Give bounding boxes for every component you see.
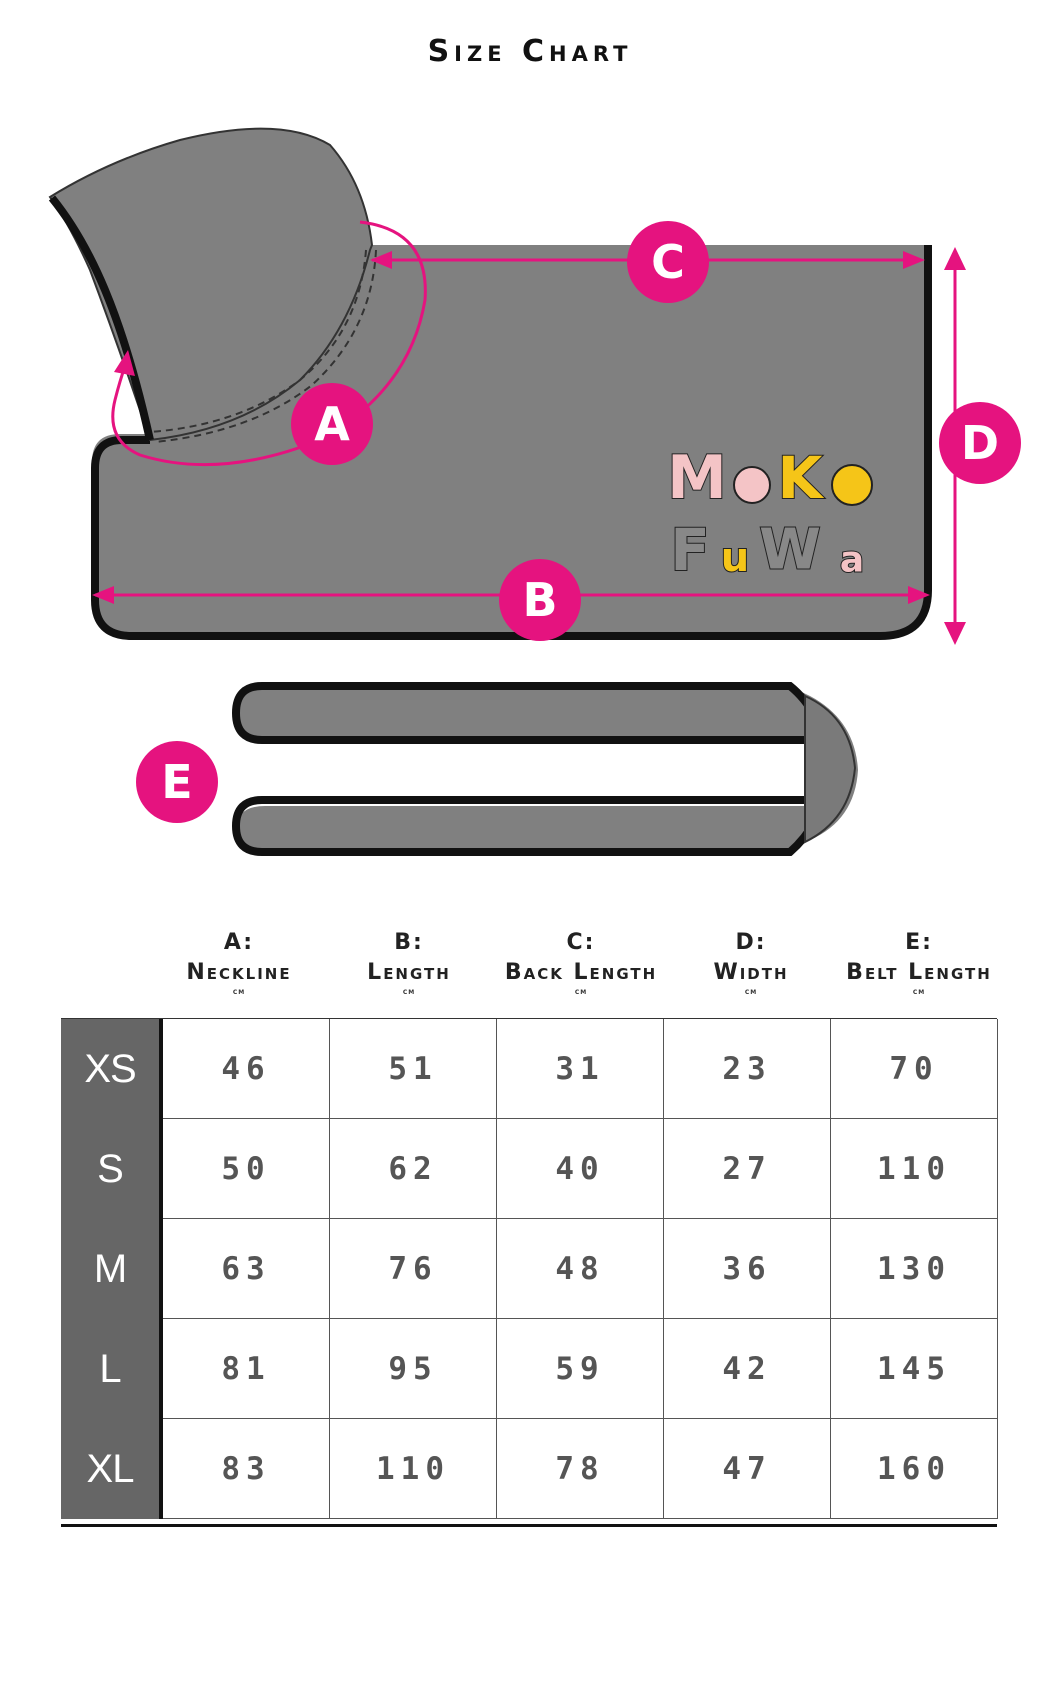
logo-letter-m: M — [667, 443, 727, 513]
logo-letter-a: a — [839, 539, 865, 581]
column-header-back-length — [497, 932, 665, 997]
column-name: Neckline — [186, 960, 292, 985]
width-value: 23 — [664, 1019, 831, 1119]
table-row — [61, 1019, 997, 1119]
back-length-value: 40 — [497, 1119, 664, 1219]
page-title: Size Chart — [427, 34, 633, 69]
logo-letter-u: u — [720, 535, 750, 581]
column-name: Back Length — [504, 960, 658, 985]
logo-letter-f: F — [670, 516, 710, 584]
size-table — [61, 1018, 997, 1527]
size-label: XS — [61, 1019, 163, 1119]
column-name: Length — [367, 960, 451, 985]
length-value: 110 — [330, 1419, 497, 1519]
belt-length-value: 130 — [831, 1219, 998, 1319]
logo-paw-pink — [734, 467, 770, 503]
size-label: L — [61, 1319, 163, 1419]
label-c: C — [651, 235, 685, 289]
length-value: 76 — [330, 1219, 497, 1319]
width-value: 47 — [664, 1419, 831, 1519]
column-letter: A: — [223, 930, 255, 955]
column-name: Width — [713, 960, 789, 985]
belt — [236, 684, 858, 854]
belt-length-value: 145 — [831, 1319, 998, 1419]
neckline-value: 81 — [163, 1319, 330, 1419]
width-arrow-top-head — [944, 247, 966, 270]
length-value: 62 — [330, 1119, 497, 1219]
table-row — [61, 1119, 997, 1219]
belt-length-value: 110 — [831, 1119, 998, 1219]
table-row — [61, 1319, 997, 1419]
column-header-length — [325, 932, 493, 997]
length-value: 95 — [330, 1319, 497, 1419]
back-length-value: 78 — [497, 1419, 664, 1519]
logo-letter-w: W — [759, 517, 821, 583]
label-b: B — [522, 573, 558, 627]
width-arrow-bottom-head — [944, 622, 966, 645]
column-unit: cm — [574, 987, 588, 997]
back-length-value: 59 — [497, 1319, 664, 1419]
column-name: Belt Length — [846, 960, 992, 985]
back-length-value: 48 — [497, 1219, 664, 1319]
neckline-value: 63 — [163, 1219, 330, 1319]
belt-length-value: 70 — [831, 1019, 998, 1119]
back-length-value: 31 — [497, 1019, 664, 1119]
column-unit: cm — [402, 987, 416, 997]
column-header-width — [667, 932, 835, 997]
label-e: E — [161, 755, 193, 809]
size-label: XL — [61, 1419, 163, 1519]
column-letter: E: — [905, 930, 933, 955]
column-letter: B: — [394, 930, 424, 955]
neckline-value: 83 — [163, 1419, 330, 1519]
column-header-belt-length — [835, 932, 1003, 997]
belt-length-value: 160 — [831, 1419, 998, 1519]
width-value: 36 — [664, 1219, 831, 1319]
table-row — [61, 1219, 997, 1319]
column-header-neckline — [155, 932, 323, 997]
width-value: 27 — [664, 1119, 831, 1219]
column-letter: D: — [735, 930, 767, 955]
neckline-value: 46 — [163, 1019, 330, 1119]
logo-paw-yellow — [832, 465, 872, 505]
column-letter: C: — [566, 930, 596, 955]
table-row — [61, 1419, 997, 1519]
label-d: D — [960, 416, 1000, 470]
column-unit: cm — [232, 987, 246, 997]
column-unit: cm — [912, 987, 926, 997]
belt-buckle — [805, 696, 855, 842]
width-value: 42 — [664, 1319, 831, 1419]
size-label: M — [61, 1219, 163, 1319]
label-a: A — [314, 397, 350, 451]
logo-letter-k: K — [777, 444, 823, 512]
length-value: 51 — [330, 1019, 497, 1119]
column-unit: cm — [744, 987, 758, 997]
size-label: S — [61, 1119, 163, 1219]
neckline-value: 50 — [163, 1119, 330, 1219]
